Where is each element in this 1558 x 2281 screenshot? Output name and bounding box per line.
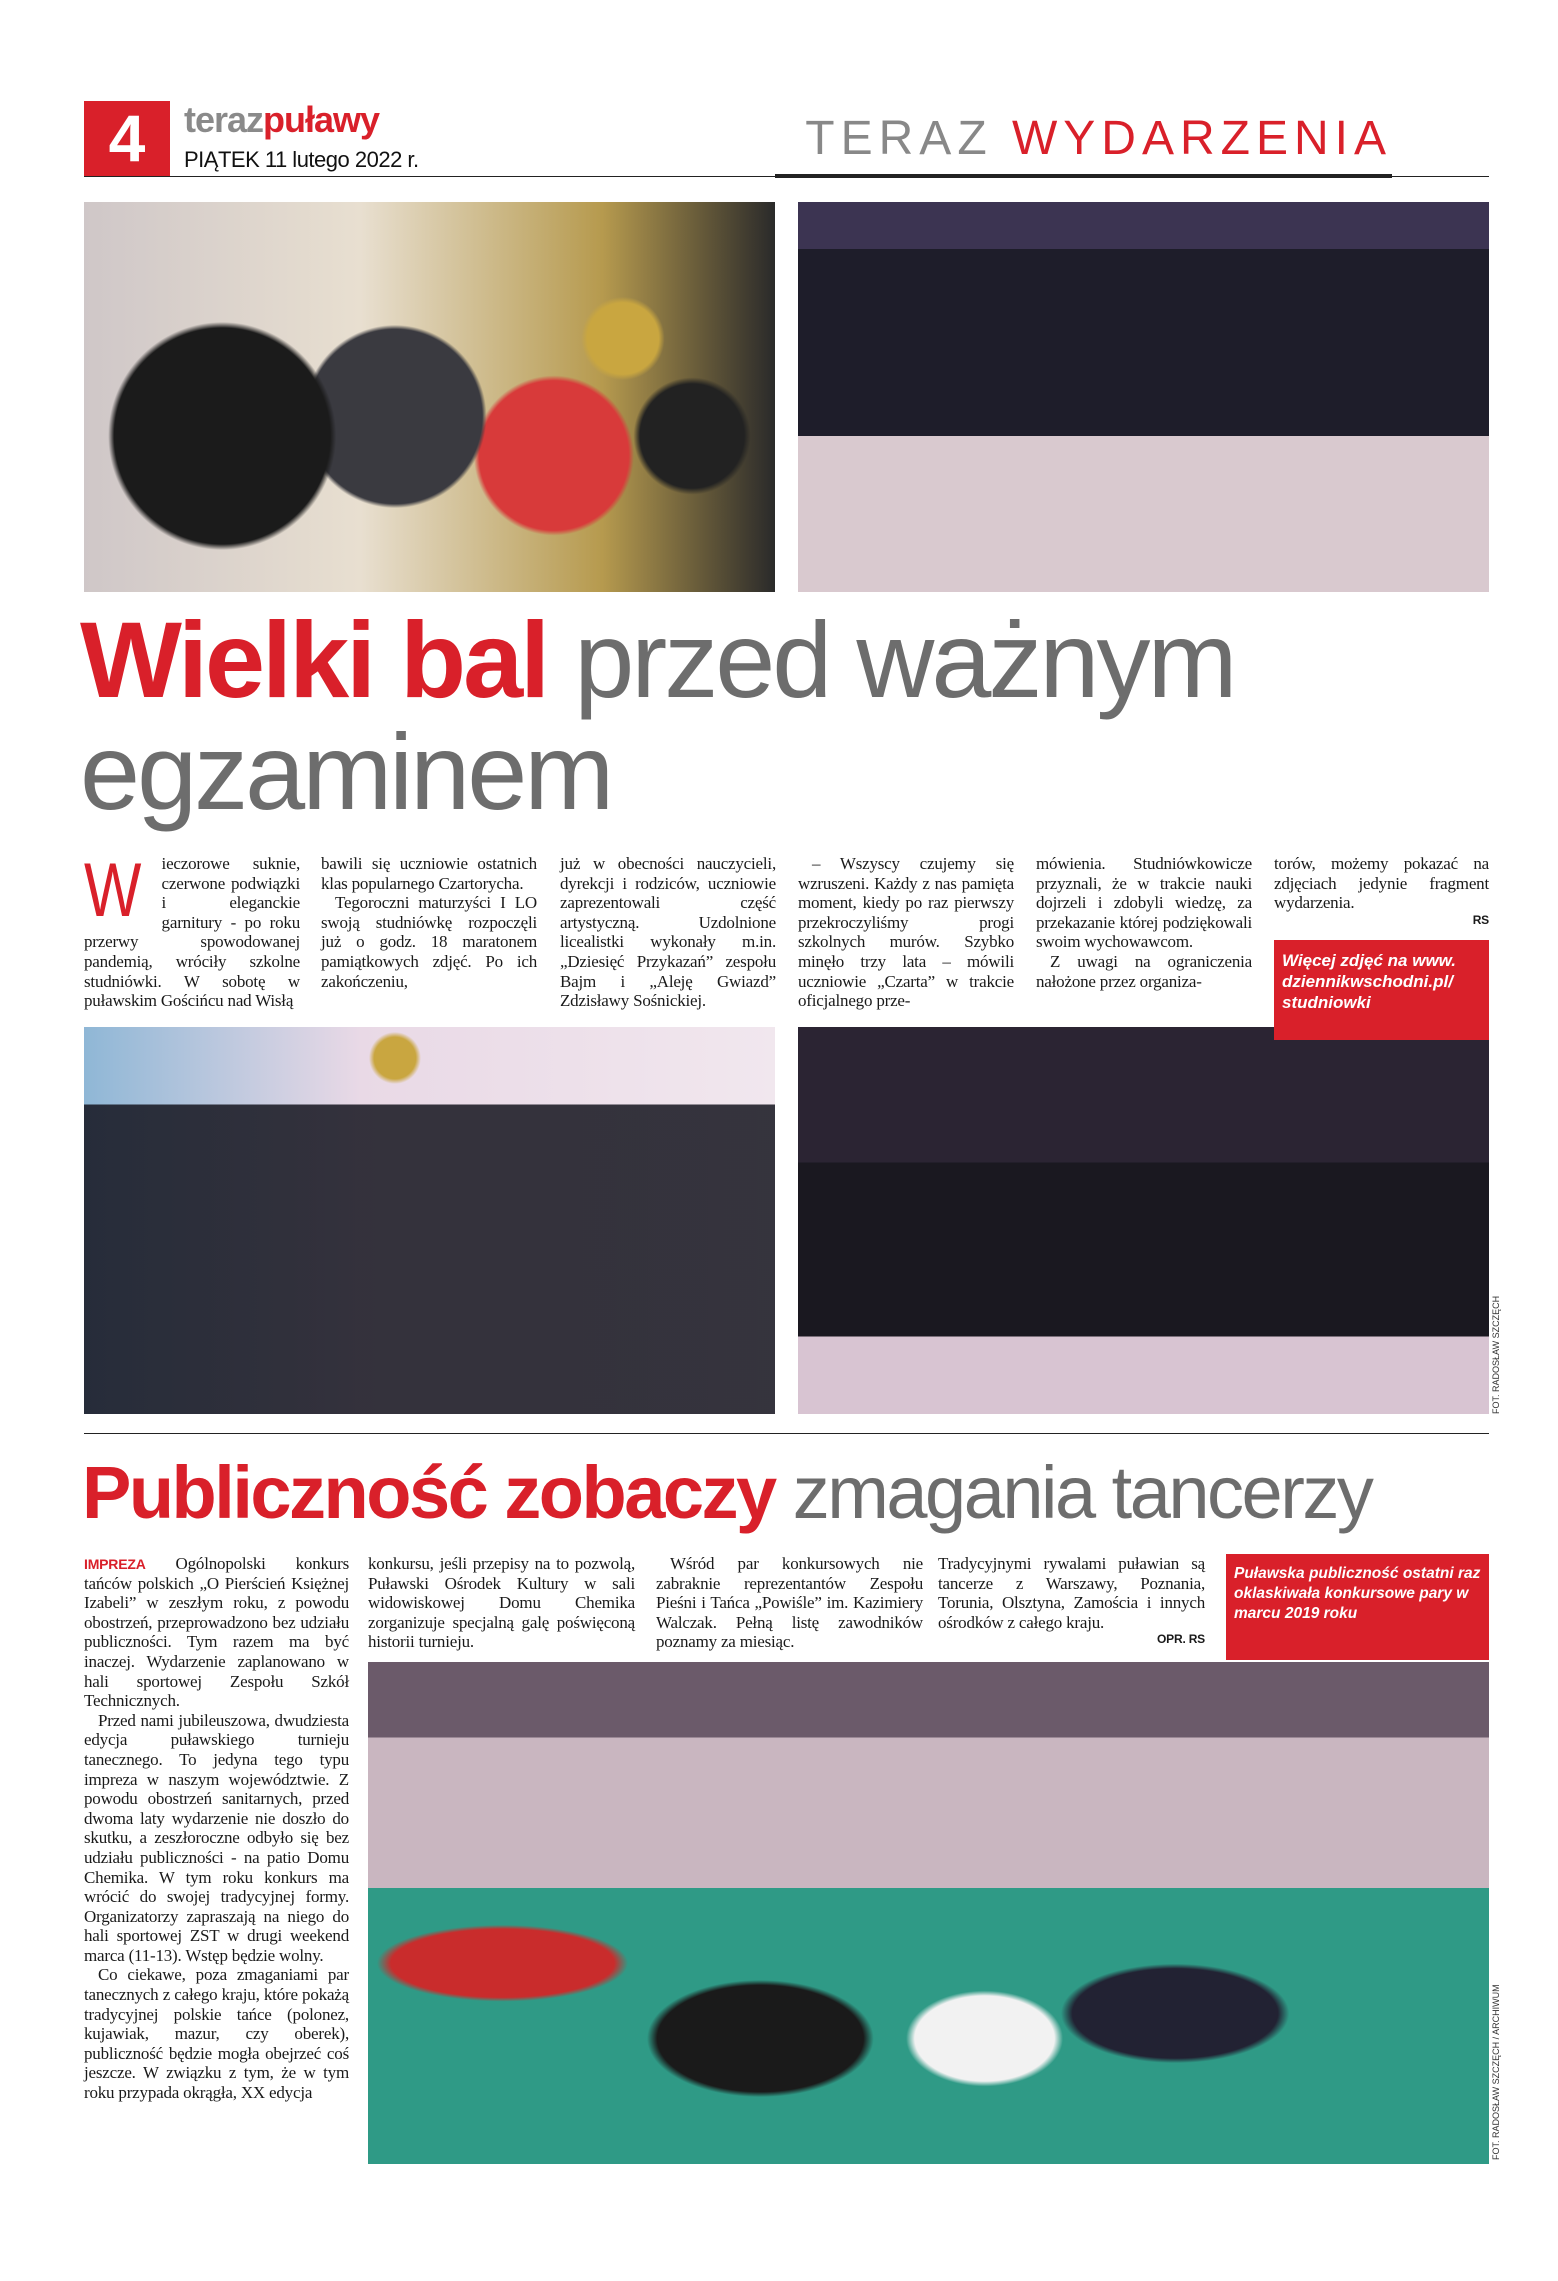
article2-column-2 [368, 1554, 635, 1652]
section-title-part2: WYDARZENIA [1011, 112, 1392, 165]
logo-teraz: teraz [184, 99, 264, 140]
section-title [640, 110, 1392, 168]
paragraph: już w obecności nauczycieli, dyrekcji i rodziców, uczniowie zaprezentowali część artystyczną. Uzdolnione licealistki wykonały m.in. „Dziesięć Przykazań” zespołu Bajm i „Aleję Gwiazd” Zdzisławy Sośnickiej. [560, 854, 776, 1011]
article1-column-6 [1274, 854, 1489, 927]
headline-gray: zmagania tancerzy [792, 1451, 1372, 1534]
section-title-part1: TERAZ [805, 112, 993, 165]
photo-students-group-seated [798, 202, 1489, 592]
paragraph: torów, możemy pokazać na zdjęciach jedynie fragment wydarzenia. [1274, 854, 1489, 913]
article2-column-4 [938, 1554, 1205, 1646]
article1-column-4 [798, 854, 1014, 1011]
photo-three-students-balloons [84, 202, 775, 592]
photo-credit: FOT. RADOSŁAW SZCZĘCH [1491, 1295, 1501, 1414]
headline-gray: przed ważnym [574, 599, 1235, 720]
more-photos-promo[interactable]: Więcej zdjęć na www. dziennikwschodni.pl/ studniowki [1274, 940, 1489, 1040]
photo-credit: FOT. RADOSŁAW SZCZĘCH / ARCHIWUM [1491, 1984, 1501, 2160]
paragraph: Tradycyjnymi rywalami puławian są tancerze z Warszawy, Poznania, Torunia, Olsztyna, Zamościa i innych ośrodków z całego kraju. [938, 1554, 1205, 1632]
paragraph: Tegoroczni maturzyści I LO swoją studniówkę rozpoczęli już o godz. 18 maratonem pamiątkowych zdjęć. Po ich zakończeniu, [321, 893, 537, 991]
article1-column-1 [84, 848, 300, 1011]
paragraph: Co ciekawe, poza zmaganiami par tanecznych z całego kraju, które pokażą tradycyjnej polskie tańce (polonez, kujawiak, mazur, czy oberek), publiczność będzie mogła obejrzeć coś jeszcze. W związku z tym, że w tym roku przypada okrągła, XX edycja [84, 1965, 349, 2103]
kicker: IMPREZA [84, 1556, 146, 1572]
paragraph: Wśród par konkursowych nie zabraknie reprezentantów Zespołu Pieśni i Tańca „Powiśle” im. Kazimiery Walczak. Pełną listę zawodników poznamy za miesiąc. [656, 1554, 923, 1652]
paragraph: – Wszyscy czujemy się wzruszeni. Każdy z nas pamięta moment, kiedy po raz pierwszy przekroczyliśmy progi szkolnych murów. Szybko minęło trzy lata – mówili uczniowie „Czarta” w trakcie oficjalnego prze- [798, 854, 1014, 1011]
article2-column-1 [84, 1554, 349, 2103]
section-rule [775, 174, 1392, 178]
article1-column-2 [321, 854, 537, 991]
paragraph: Ogólnopolski konkurs tańców polskich „O Pierścień Księżnej Izabeli” w zeszłym roku, z powodu obostrzeń, przeprowadzono bez udziału publiczności. Tym razem ma być inaczej. Wydarzenie zaplanowano w hali sportowej Zespołu Szkół Technicznych. [84, 1554, 349, 1711]
publication-logo [184, 100, 379, 140]
paragraph: Przed nami jubileuszowa, dwudziesta edycja puławskiego turnieju tanecznego. To jedyna tego typu impreza w naszym województwie. Z powodu obostrzeń sanitarnych, przed dwoma laty wydarzenie nie doszło do skutku, a zeszłoroczne odbyło się bez udziału publiczności - na patio Domu Chemika. W tym roku konkurs ma wrócić do swojej tradycyjnej formy. Organizatorzy zapraszają na niego do hali sportowej ZST w drugi weekend marca (11-13). Wstęp będzie wolny. [84, 1710, 349, 1965]
author-signature: RS [1472, 912, 1489, 927]
article2-column-3 [656, 1554, 923, 1652]
author-signature: OPR. RS [1157, 1632, 1205, 1647]
paragraph: konkursu, jeśli przepisy na to pozwolą, Puławski Ośrodek Kultury w sali widowiskowej Domu Chemika zorganizuje specjalną galę poświęconą historii turnieju. [368, 1554, 635, 1652]
paragraph: mówienia. Studniówkowicze przyznali, że w trakcie nauki dojrzeli i zdobyli wiedzę, za przekazanie której podziękowali swoim wychowawcom. [1036, 854, 1252, 952]
article1-text: ieczorowe suknie, czerwone podwiązki i eleganckie garnitury - po roku przerwy spowodowanej pandemią, wróciły szkolne studniówki. W sobotę w puławskim Gościńcu nad Wisłą [84, 854, 300, 1011]
article1-column-3 [560, 854, 776, 1011]
article2-headline [82, 1450, 1371, 1536]
photo-caption: Puławska publiczność ostatni raz oklaskiwała konkursowe pary w marcu 2019 roku [1226, 1554, 1489, 1660]
headline-red: Wielki bal [80, 599, 548, 720]
paragraph: Z uwagi na ograniczenia nałożone przez organiza- [1036, 951, 1252, 991]
photo-children-folk-dance [368, 1662, 1489, 2164]
page-number: 4 [84, 101, 170, 176]
logo-pulawy: puławy [263, 99, 380, 140]
article1-headline [80, 599, 1235, 832]
photo-students-posing-garters [84, 1027, 775, 1414]
drop-cap: W [84, 848, 142, 933]
issue-date: PIĄTEK 11 lutego 2022 r. [184, 147, 419, 172]
photo-guests-seated [798, 1027, 1489, 1414]
article1-column-5 [1036, 854, 1252, 991]
article-divider [84, 1433, 1489, 1434]
headline-red: Publiczność zobaczy [82, 1451, 775, 1534]
paragraph: bawili się uczniowie ostatnich klas popularnego Czartorycha. [321, 854, 537, 893]
headline-line2: egzaminem [80, 711, 612, 832]
